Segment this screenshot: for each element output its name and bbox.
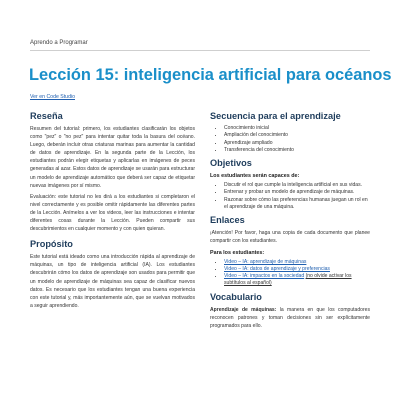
- list-item: • Discutir el rol que cumple la inteligencia artificial en sus vidas.: [224, 182, 370, 189]
- right-column: [210, 111, 370, 333]
- left-column: [30, 111, 195, 313]
- list-item: • Entrenar y probar un modelo de aprendizaje de máquinas.: [224, 189, 370, 196]
- vocab-term: Aprendizaje de máquinas:: [210, 306, 277, 313]
- enlaces-heading: Enlaces: [210, 215, 245, 226]
- vocab-definition: la manera en que los computadores reconocen patrones y toman decisiones sin ser explícitamente programados para ello.: [210, 306, 370, 329]
- list-item: • Razonar sobre cómo las preferencias humanas juegan un rol en el aprendizaje de una máquina.: [224, 197, 370, 212]
- resena-paragraph-1: Resumen del tutorial: primero, los estudiantes clasificarán los objetos como "pez" o "no pez" para intentar quitar toda la basura del océano. Luego, deberán incluir otras criaturas marinas para aumentar la cantidad de datos de aprendizaje. En la segunda parte de la Lección, los estudiantes podrán elegir etiquetas y aplicarlas en imágenes de peces generadas al azar. Estos datos de aprendizaje se usarán para estructurar un modelo de aprendizaje automático que deberá ser capaz de etiquetar nuevas imágenes por sí mismo.: [30, 126, 195, 189]
- list-item: [224, 273, 370, 288]
- objetivos-heading: Objetivos: [210, 158, 252, 169]
- list-item: • Conocimiento inicial: [224, 125, 370, 132]
- vocabulario-heading: Vocabulario: [210, 291, 262, 302]
- header-brand: Aprendo a Programar: [30, 40, 88, 46]
- video-link-aprendizaje[interactable]: Video – IA: aprendizaje de máquinas: [224, 258, 307, 265]
- code-studio-link[interactable]: Ver en Code Studio: [30, 94, 75, 100]
- list-item: [224, 266, 370, 273]
- resena-heading: Reseña: [30, 111, 63, 121]
- list-item: • Ampliación del conocimiento: [224, 132, 370, 139]
- secuencia-list: [210, 125, 370, 154]
- page-title: Lección 15: inteligencia artificial para océanos: [29, 66, 392, 84]
- subtitles-note: (no olvide activar los subtítulos al español): [224, 273, 352, 287]
- list-item: • Aprendizaje ampliado: [224, 140, 370, 147]
- objetivos-list: [210, 182, 370, 211]
- enlaces-students-label: Para los estudiantes:: [210, 249, 265, 256]
- proposito-paragraph: Este tutorial está ideado como una introducción rápida al aprendizaje de máquinas, un tipo de inteligencia artificial (IA). Los estudiantes descubrirán cómo los datos de aprendizaje son usados para permitir que un modelo de aprendizaje de máquinas sea capaz de clasificar nuevos datos. Es necesario que los estudiantes tengan una buena experiencia con este tutorial y, más importantemente aún, que se vuelvan motivados a seguir aprendiendo.: [30, 254, 195, 309]
- enlaces-note: ¡Atención! Por favor, haga una copia de cada documento que planee compartir con los estudiantes.: [210, 230, 370, 245]
- objetivos-intro: Los estudiantes serán capaces de:: [210, 173, 300, 180]
- secuencia-heading: Secuencia para el aprendizaje: [210, 111, 341, 121]
- enlaces-list: [210, 259, 370, 288]
- vocabulario-entry: [210, 306, 370, 330]
- header-divider: [30, 50, 370, 51]
- video-link-impactos[interactable]: Video – IA: impactos en la sociedad: [224, 273, 305, 280]
- resena-paragraph-2: Evaluación: este tutorial no les dirá a los estudiantes si completaron el nivel correctamente y es posible omitir rápidamente las diferentes partes de la Lección. Anímelos a ver los videos, leer las instrucciones e intentar diferentes cosas durante la Lección. Pueden compartir sus descubrimientos en cualquier momento y con quien quieran.: [30, 193, 195, 233]
- list-item: [224, 259, 370, 266]
- video-link-datos[interactable]: Video – IA: datos de aprendizaje y preferencias: [224, 265, 330, 272]
- list-item: • Transferencia del conocimiento: [224, 147, 370, 154]
- proposito-heading: Propósito: [30, 239, 73, 250]
